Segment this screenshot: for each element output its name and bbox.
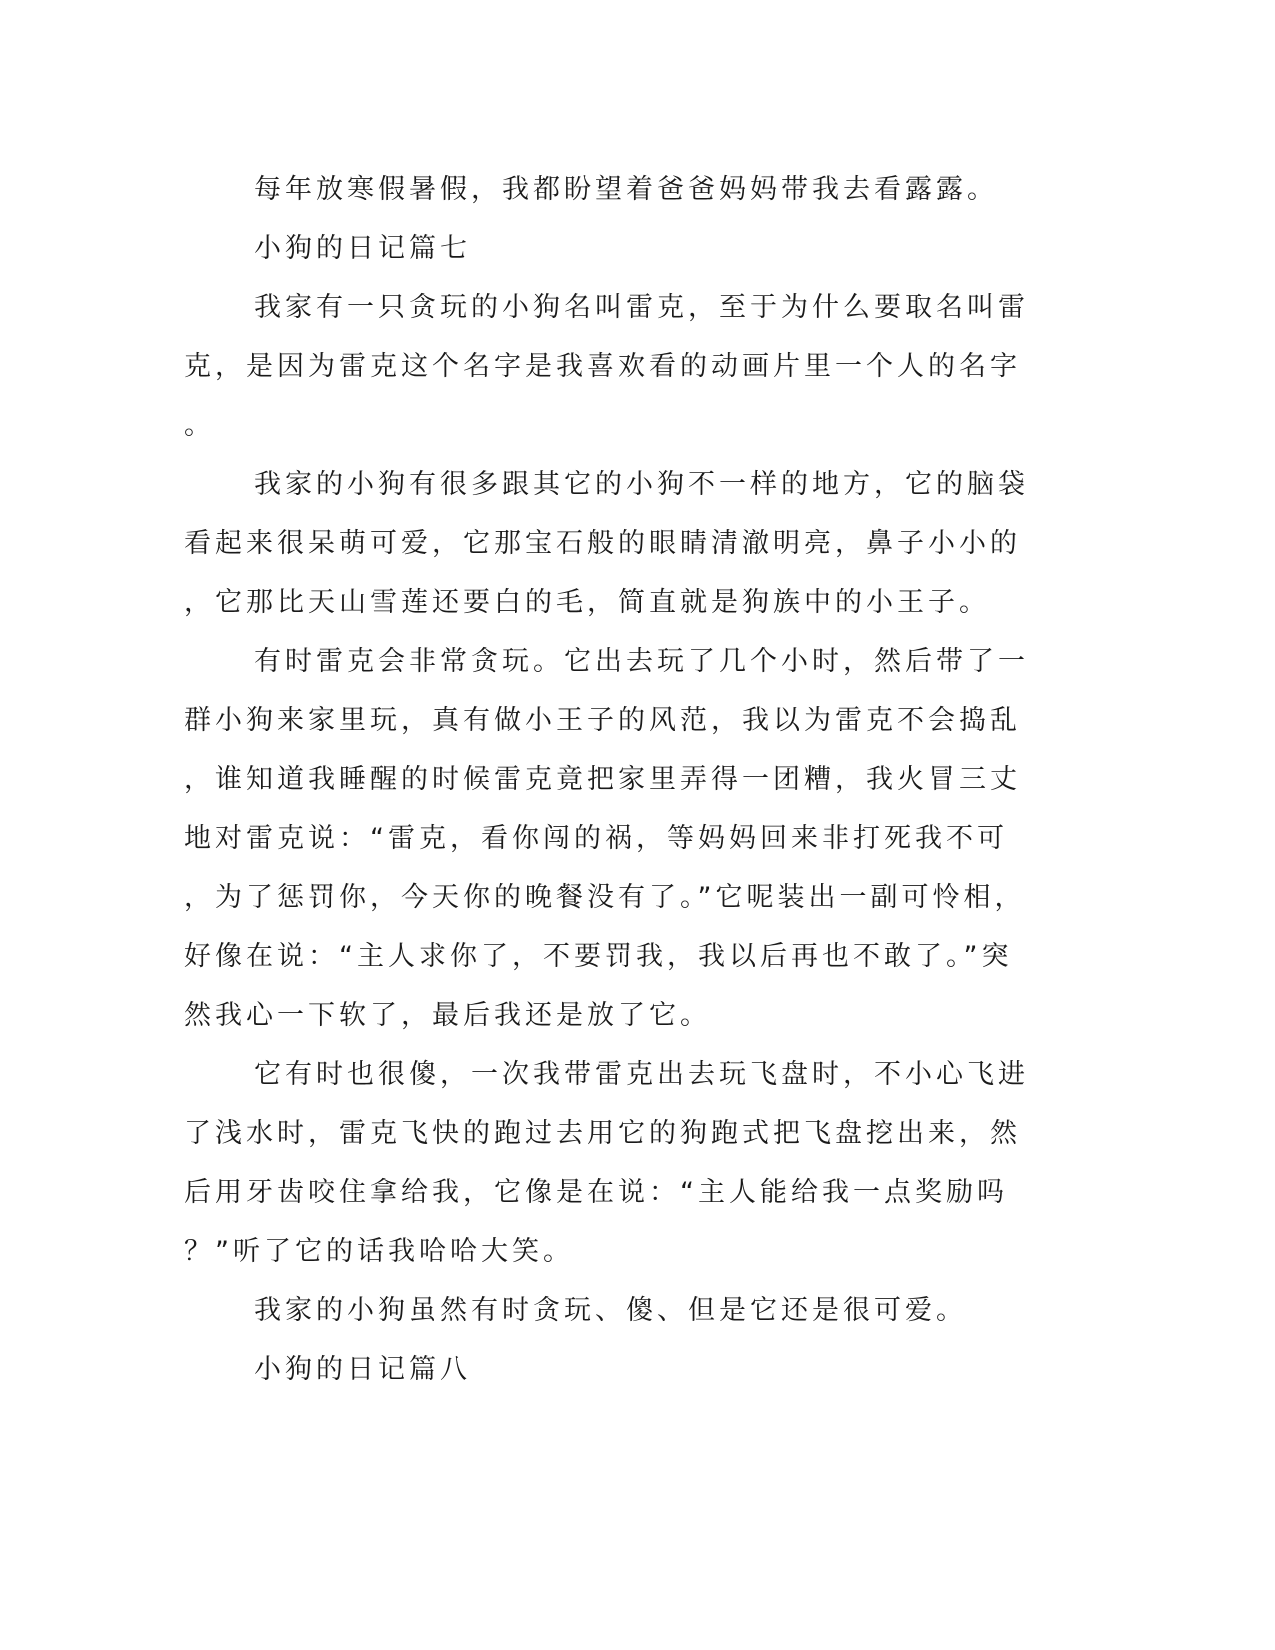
section-heading-7: 小狗的日记篇七 <box>254 233 471 264</box>
paragraph-dog-playful: 有时雷克会非常贪玩。它出去玩了几个小时，然后带了一群小狗来家里玩，真有做小王子的风范，我以为雷克不会捣乱，谁知道我睡醒的时候雷克竟把家里弄得一团糟，我火冒三丈地对雷克说：“雷克，看你闯的祸，等妈妈回来非打死我不可，为了惩罚你，今天你的晚餐没有了。”它呢装出一副可怜相，好像在说：“主人求你了，不要罚我，我以后再也不敢了。”突然我心一下软了，最后我还是放了它。 <box>184 646 1029 1031</box>
document-body <box>184 160 1034 1399</box>
paragraph-dog-name: 我家有一只贪玩的小狗名叫雷克，至于为什么要取名叫雷克，是因为雷克这个名字是我喜欢看的动画片里一个人的名字。 <box>184 292 1029 441</box>
section-heading-8: 小狗的日记篇八 <box>254 1354 471 1385</box>
paragraph-dog-appearance: 我家的小狗有很多跟其它的小狗不一样的地方，它的脑袋看起来很呆萌可爱，它那宝石般的眼睛清澈明亮，鼻子小小的，它那比天山雪莲还要白的毛，简直就是狗族中的小王子。 <box>184 469 1029 618</box>
paragraph-dog-silly: 它有时也很傻，一次我带雷克出去玩飞盘时，不小心飞进了浅水时，雷克飞快的跑过去用它的狗跑式把飞盘挖出来，然后用牙齿咬住拿给我，它像是在说：“主人能给我一点奖励吗？”听了它的话我哈哈大笑。 <box>184 1059 1029 1267</box>
paragraph-conclusion: 我家的小狗虽然有时贪玩、傻、但是它还是很可爱。 <box>254 1295 967 1326</box>
paragraph-intro-end: 每年放寒假暑假，我都盼望着爸爸妈妈带我去看露露。 <box>254 174 998 205</box>
